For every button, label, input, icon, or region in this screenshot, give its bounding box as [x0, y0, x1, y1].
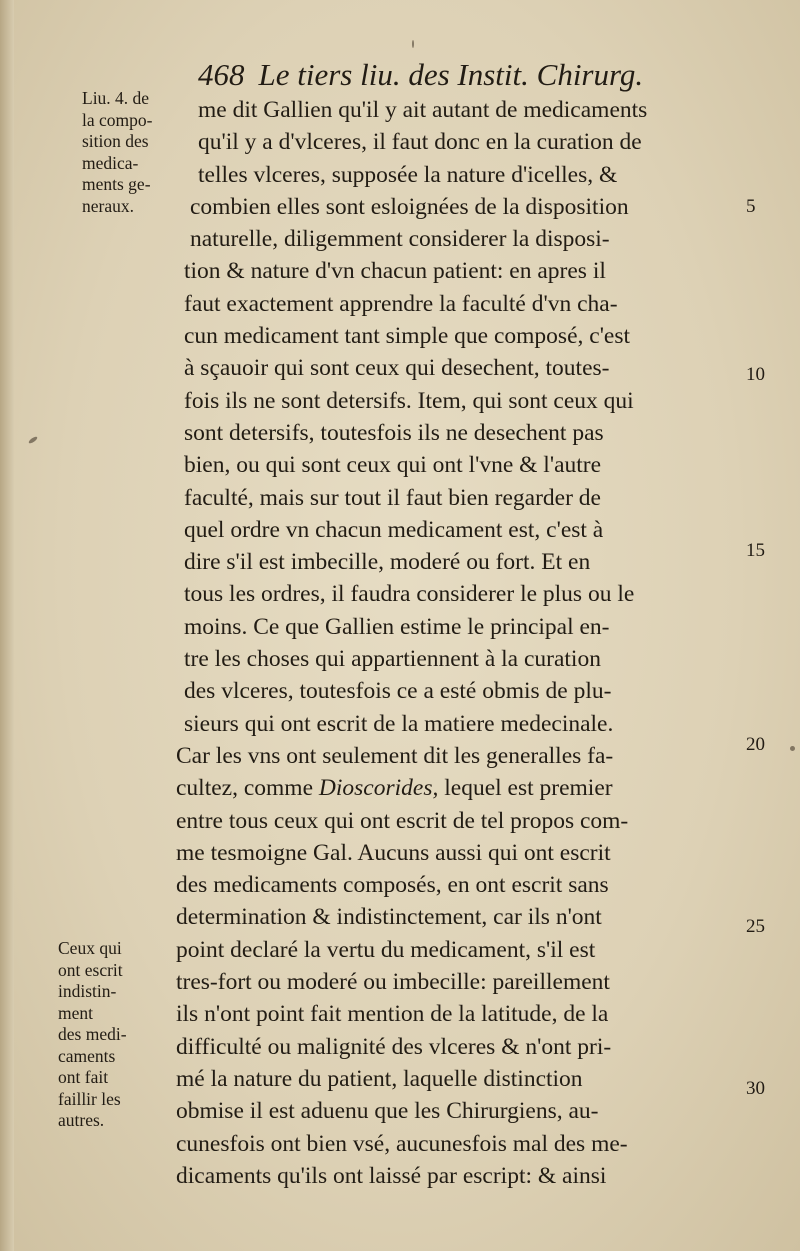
margin-note-line: neraux. [82, 195, 134, 216]
text-line: tous les ordres, il faudra considerer le plus ou le [184, 581, 635, 608]
text-line: bien, ou qui sont ceux qui ont l'vne & l'autre [184, 452, 602, 479]
margin-note-line: Liu. 4. de [82, 88, 150, 108]
ink-speck [28, 435, 38, 444]
line-number: 15 [746, 540, 765, 561]
page-header [198, 56, 678, 94]
margin-note-line: ments ge- [82, 174, 151, 194]
ink-speck [412, 40, 414, 48]
line-number: 20 [746, 734, 765, 755]
text-line: tion & nature d'vn chacun patient: en apres il [184, 258, 606, 285]
text-line-end: lequel est premier [438, 775, 613, 802]
text-line: faculté, mais sur tout il faut bien regarder de [184, 484, 601, 511]
line-number: 25 [746, 916, 765, 937]
text-line: cunesfois ont bien vsé, aucunesfois mal des me- [176, 1130, 628, 1157]
ink-speck [790, 746, 795, 751]
text-line: combien elles sont esloignées de la disposition [190, 193, 629, 220]
text-line: tres-fort ou moderé ou imbecille: pareillement [176, 969, 610, 996]
text-line [164, 772, 744, 804]
margin-note-line: Ceux qui [58, 938, 122, 958]
text-line: cun medicament tant simple que composé, c'est [184, 323, 631, 350]
text-line: point declaré la vertu du medicament, s'il est [176, 936, 596, 963]
text-line: faut exactement apprendre la faculté d'vn cha- [184, 290, 618, 317]
margin-note-line: ment [58, 1002, 93, 1023]
line-number: 30 [746, 1078, 765, 1099]
text-line: dire s'il est imbecille, moderé ou fort. Et en [184, 549, 591, 576]
text-line: ils n'ont point fait mention de la latitude, de la [176, 1001, 609, 1028]
margin-note-line: autres. [58, 1110, 105, 1130]
italic-author-name: Dioscorides, [318, 775, 439, 802]
margin-note-line: ont fait [58, 1067, 109, 1087]
text-line: moins. Ce que Gallien estime le principal en- [184, 613, 610, 640]
text-line: sieurs qui ont escrit de la matiere medecinale. [184, 710, 614, 737]
text-line: des medicaments composés, en ont escrit sans [176, 872, 609, 899]
text-line: fois ils ne sont detersifs. Item, qui sont ceux qui [184, 387, 634, 414]
text-line: me tesmoigne Gal. Aucuns aussi qui ont escrit [176, 839, 611, 866]
text-line: obmise il est aduenu que les Chirurgiens, au- [176, 1098, 599, 1125]
text-line: quel ordre vn chacun medicament est, c'est à [184, 516, 604, 543]
text-line-start: cultez, comme [176, 775, 314, 802]
text-line: naturelle, diligemment considerer la disposi- [190, 226, 610, 253]
text-line: des vlceres, toutesfois ce a esté obmis de plu- [184, 678, 612, 705]
text-line: qu'il y a d'vlceres, il faut donc en la curation de [198, 129, 642, 156]
text-line: sont detersifs, toutesfois ils ne desechent pas [184, 419, 604, 446]
margin-note-line: des medi- [58, 1024, 127, 1044]
line-number: 5 [746, 196, 756, 217]
line-number: 10 [746, 364, 765, 385]
text-line: telles vlceres, supposée la nature d'icelles, & [198, 161, 618, 188]
body-text [164, 94, 744, 1192]
text-line: entre tous ceux qui ont escrit de tel propos com- [176, 807, 629, 834]
text-line: determination & indistinctement, car ils n'ont [176, 904, 602, 931]
text-line: à sçauoir qui sont ceux qui desechent, toutes- [184, 355, 610, 382]
text-line: tre les choses qui appartiennent à la curation [184, 646, 601, 673]
text-line: difficulté ou malignité des vlceres & n'ont pri- [176, 1033, 612, 1060]
text-line: mé la nature du patient, laquelle distinction [176, 1065, 583, 1092]
margin-note-line: indistin- [58, 981, 117, 1001]
margin-note-bottom [58, 938, 158, 1132]
text-line: me dit Gallien qu'il y ait autant de medicaments [198, 97, 648, 123]
margin-note-line: sition des [82, 131, 149, 151]
running-title: Le tiers liu. des Instit. Chirurg. [258, 57, 644, 92]
margin-note-line: medica- [82, 152, 139, 173]
margin-note-line: la compo- [82, 109, 153, 130]
text-line: Car les vns ont seulement dit les generalles fa- [176, 742, 614, 769]
margin-note-line: faillir les [58, 1088, 121, 1109]
text-line: dicaments qu'ils ont laissé par escript: & ainsi [176, 1162, 607, 1189]
book-spine-shadow [0, 0, 14, 1251]
margin-note-line: ont escrit [58, 959, 123, 980]
margin-note-line: caments [58, 1045, 116, 1066]
page-number: 468 [198, 57, 245, 92]
